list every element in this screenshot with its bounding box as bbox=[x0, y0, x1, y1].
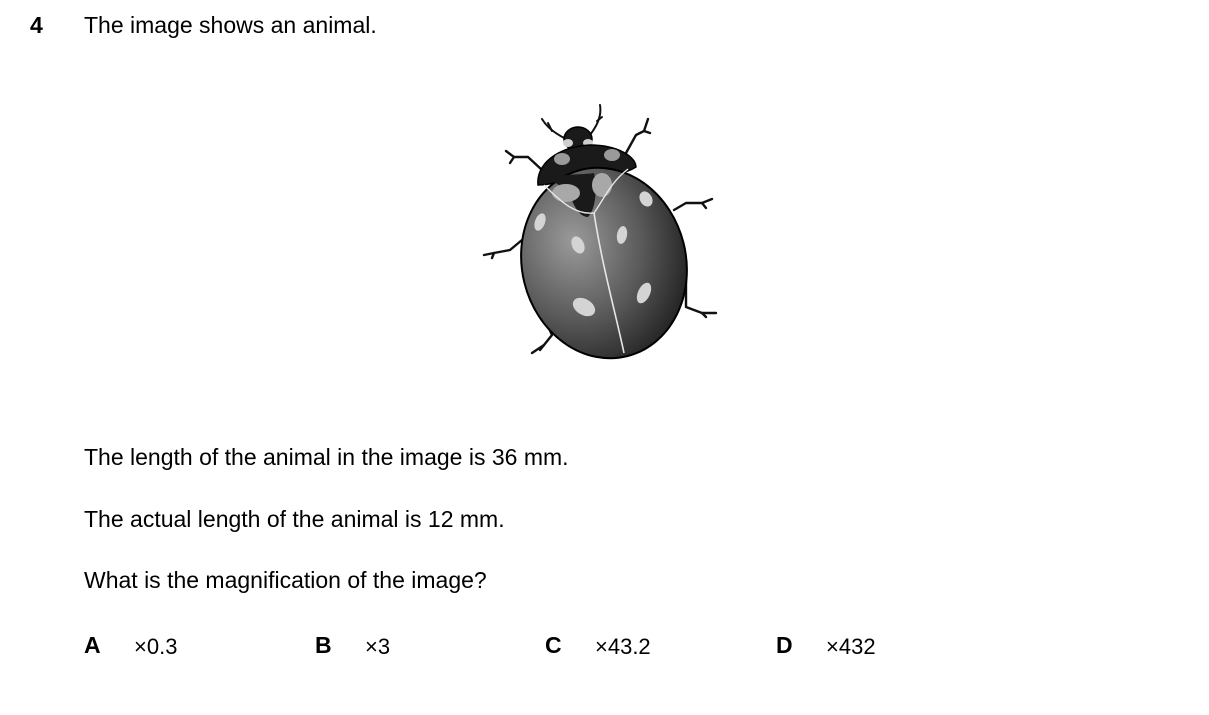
question-number: 4 bbox=[30, 12, 43, 38]
statement-image-length: The length of the animal in the image is 36 mm. bbox=[84, 444, 569, 470]
option-d-value[interactable]: ×432 bbox=[826, 634, 876, 659]
ladybird-illustration bbox=[470, 95, 730, 370]
option-d-letter[interactable]: D bbox=[776, 632, 793, 658]
statement-actual-length: The actual length of the animal is 12 mm. bbox=[84, 506, 505, 532]
option-a-value[interactable]: ×0.3 bbox=[134, 634, 178, 659]
option-c-value[interactable]: ×43.2 bbox=[595, 634, 651, 659]
option-b-value[interactable]: ×3 bbox=[365, 634, 391, 659]
option-c-letter[interactable]: C bbox=[545, 632, 562, 658]
question-prompt: What is the magnification of the image? bbox=[84, 567, 487, 593]
question-intro: The image shows an animal. bbox=[84, 12, 377, 38]
option-a-letter[interactable]: A bbox=[84, 632, 101, 658]
option-b-letter[interactable]: B bbox=[315, 632, 332, 658]
